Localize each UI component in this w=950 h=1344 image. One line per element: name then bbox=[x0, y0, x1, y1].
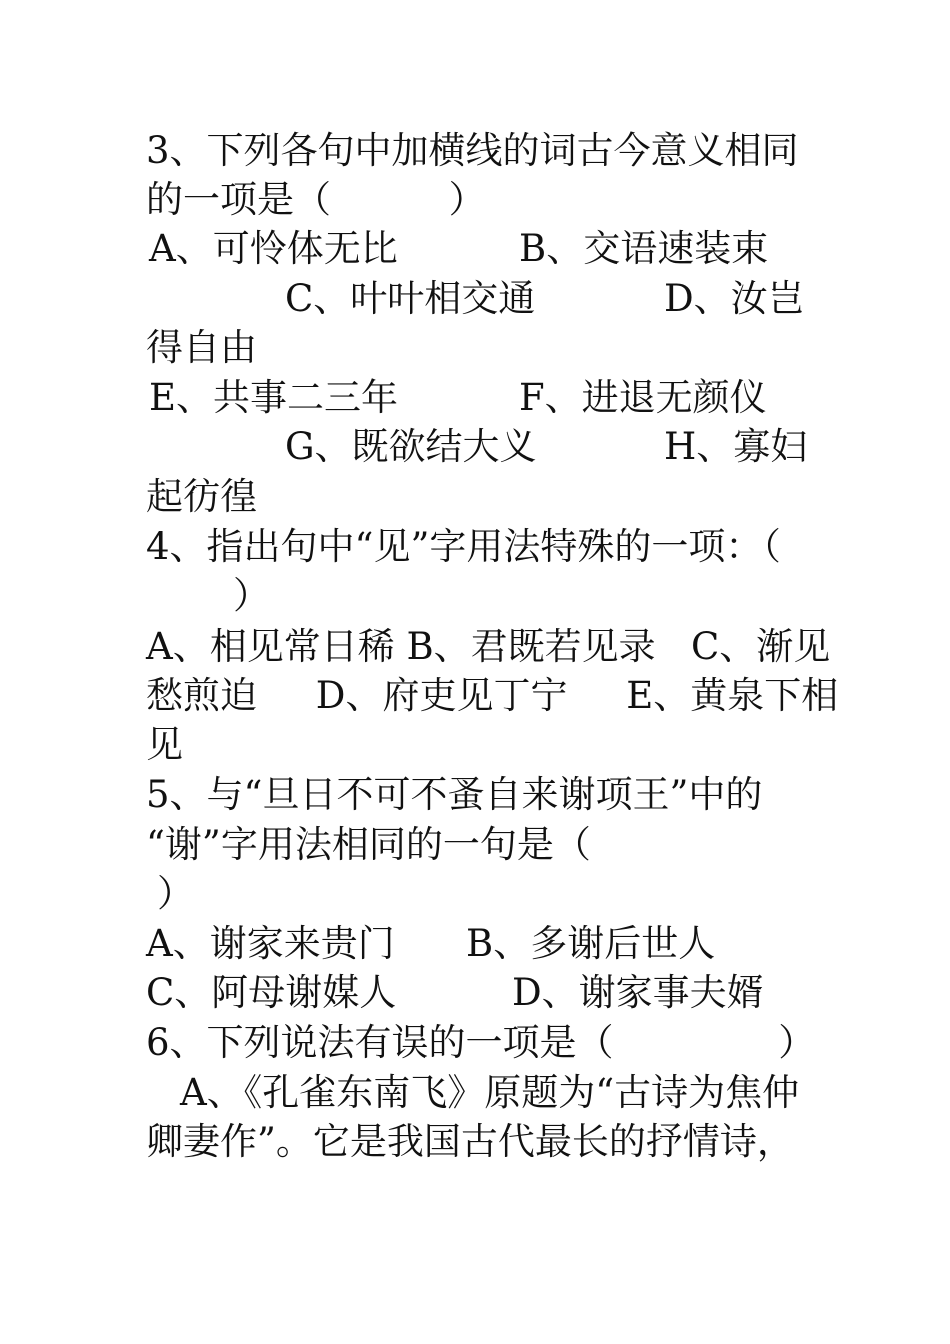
q6-option-a-line2: 卿妻作”。它是我国古代最长的抒情诗， bbox=[146, 1120, 794, 1163]
q4-options-line1: A、相见常日稀 B、君既若见录 C、渐见 bbox=[146, 625, 831, 668]
q3-option-f: F、进退无颜仪 bbox=[519, 376, 767, 419]
q6-stem: 6、下列说法有误的一项是（ ） bbox=[146, 1021, 816, 1064]
q3-option-a: A、可怜体无比 bbox=[149, 227, 398, 270]
q3-option-h-part1: H、寡妇 bbox=[664, 425, 808, 468]
q5-option-d: D、谢家事夫婿 bbox=[512, 971, 764, 1014]
q5-stem-line3: ） bbox=[157, 872, 194, 915]
q4-stem-line2: ） bbox=[233, 574, 270, 617]
q3-option-c: C、叶叶相交通 bbox=[285, 277, 536, 320]
q4-options-line2: 愁煎迫 D、府吏见丁宁 E、黄泉下相 bbox=[146, 674, 839, 717]
q4-stem-line1: 4、指出句中“见”字用法特殊的一项：（ bbox=[146, 525, 781, 568]
q3-stem-line1: 3、下列各句中加横线的词古今意义相同 bbox=[146, 129, 799, 172]
q3-option-h-part2: 起彷徨 bbox=[146, 475, 257, 518]
q3-stem-line2: 的一项是（ ） bbox=[146, 178, 486, 221]
q3-option-d-part2: 得自由 bbox=[146, 326, 257, 369]
q3-option-g: G、既欲结大义 bbox=[285, 425, 537, 468]
q3-option-e: E、共事二三年 bbox=[149, 376, 399, 419]
q3-option-b: B、交语速装束 bbox=[519, 227, 769, 270]
q3-option-d-part1: D、汝岂 bbox=[664, 277, 805, 320]
q5-stem-line1: 5、与“旦日不可不蚤自来谢项王”中的 bbox=[146, 773, 763, 816]
q5-option-a: A、谢家来贵门 bbox=[146, 922, 395, 965]
q5-option-c: C、阿母谢媒人 bbox=[146, 971, 397, 1014]
q4-options-line3: 见 bbox=[146, 723, 183, 766]
q5-option-b: B、多谢后世人 bbox=[466, 922, 716, 965]
q6-option-a-line1: A、《孔雀东南飞》原题为“古诗为焦仲 bbox=[180, 1071, 800, 1114]
q5-stem-line2: “谢”字用法相同的一句是（ bbox=[146, 823, 591, 866]
